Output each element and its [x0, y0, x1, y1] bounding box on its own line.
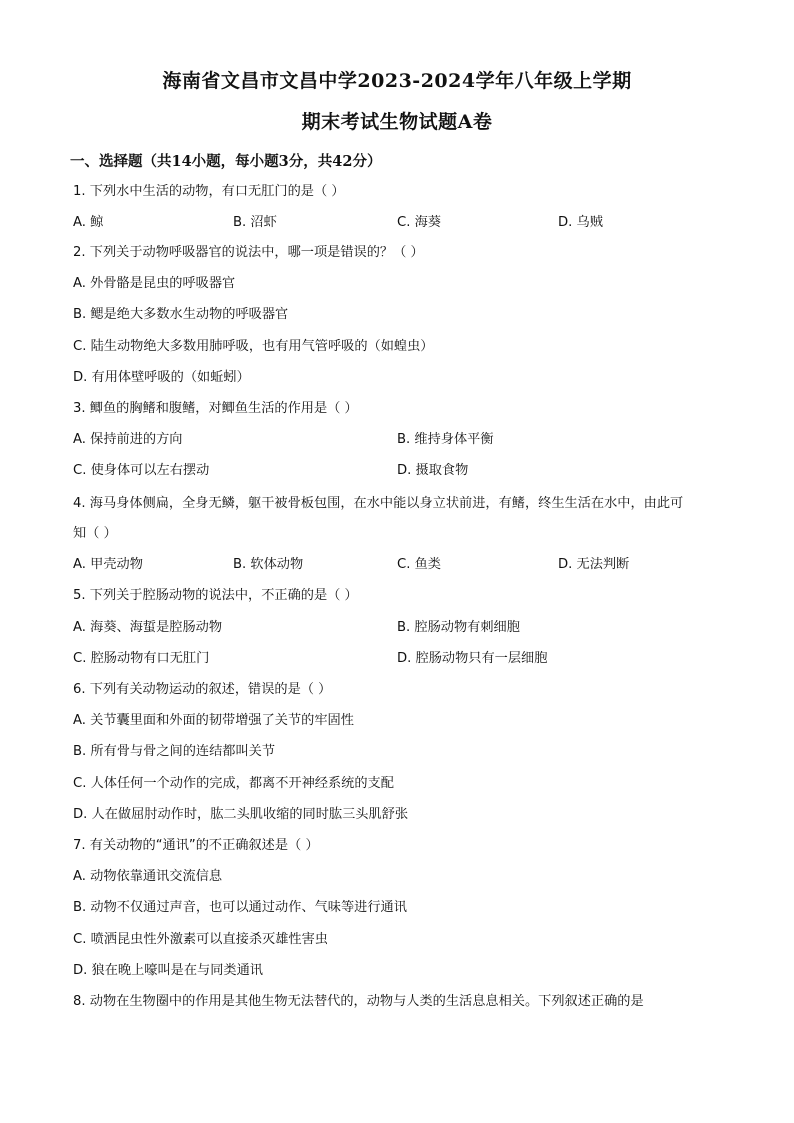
question-4-option-d: D. 无法判断	[558, 557, 630, 572]
exam-title-line2: 期末考试生物试题A卷	[301, 111, 493, 133]
question-3-option-b: B. 维持身体平衡	[397, 432, 494, 447]
question-6-option-c: C. 人体任何一个动作的完成，都离不开神经系统的支配	[73, 776, 394, 791]
question-3-stem: 3. 鲫鱼的胸鳍和腹鳍，对鲫鱼生活的作用是（ ）	[73, 401, 358, 416]
question-4-stem-line2: 知（ ）	[73, 526, 117, 541]
question-7-option-a: A. 动物依靠通讯交流信息	[73, 869, 223, 884]
question-1-option-d: D. 乌贼	[558, 215, 603, 230]
question-4-option-c: C. 鱼类	[397, 557, 441, 572]
question-2-option-d: D. 有用体壁呼吸的（如蚯蚓）	[73, 370, 250, 385]
question-6-option-a: A. 关节囊里面和外面的韧带增强了关节的牢固性	[73, 713, 354, 728]
question-1-option-b: B. 沼虾	[233, 215, 277, 230]
question-1-stem: 1. 下列水中生活的动物，有口无肛门的是（ ）	[73, 184, 345, 199]
exam-title-line1: 海南省文昌市文昌中学2023-2024学年八年级上学期	[162, 70, 632, 92]
question-5-option-c: C. 腔肠动物有口无肛门	[73, 651, 210, 666]
question-4-option-a: A. 甲壳动物	[73, 557, 143, 572]
question-5-option-a: A. 海葵、海蜇是腔肠动物	[73, 620, 223, 635]
question-7-option-b: B. 动物不仅通过声音，也可以通过动作、气味等进行通讯	[73, 900, 407, 915]
question-3-option-c: C. 使身体可以左右摆动	[73, 463, 210, 478]
question-6-option-d: D. 人在做屈肘动作时，肱二头肌收缩的同时肱三头肌舒张	[73, 807, 409, 822]
question-5-option-b: B. 腔肠动物有刺细胞	[397, 620, 520, 635]
question-1-option-c: C. 海葵	[397, 215, 441, 230]
section-heading: 一、选择题（共14小题，每小题3分，共42分）	[70, 153, 382, 170]
question-7-option-c: C. 喷洒昆虫性外激素可以直接杀灭雄性害虫	[73, 932, 328, 947]
question-7-stem: 7. 有关动物的“通讯”的不正确叙述是（ ）	[73, 838, 319, 853]
question-7-option-d: D. 狼在晚上嚎叫是在与同类通讯	[73, 963, 263, 978]
question-1-option-a: A. 鲸	[73, 215, 104, 230]
question-5-stem: 5. 下列关于腔肠动物的说法中，不正确的是（ ）	[73, 588, 358, 603]
question-2-option-c: C. 陆生动物绝大多数用肺呼吸，也有用气管呼吸的（如蝗虫）	[73, 339, 434, 354]
question-2-stem: 2. 下列关于动物呼吸器官的说法中，哪一项是错误的？（ ）	[73, 245, 424, 260]
question-3-option-a: A. 保持前进的方向	[73, 432, 183, 447]
question-8-stem: 8. 动物在生物圈中的作用是其他生物无法替代的，动物与人类的生活息息相关。下列叙述正确的是	[73, 994, 644, 1009]
question-2-option-a: A. 外骨骼是昆虫的呼吸器官	[73, 276, 236, 291]
question-6-stem: 6. 下列有关动物运动的叙述，错误的是（ ）	[73, 682, 332, 697]
question-2-option-b: B. 鳃是绝大多数水生动物的呼吸器官	[73, 307, 289, 322]
question-4-stem-line1: 4. 海马身体侧扁，全身无鳞，躯干被骨板包围，在水中能以身立状前进，有鳍，终生生活在水中，由此可	[73, 496, 684, 511]
question-4-option-b: B. 软体动物	[233, 557, 304, 572]
question-5-option-d: D. 腔肠动物只有一层细胞	[397, 651, 548, 666]
question-6-option-b: B. 所有骨与骨之间的连结都叫关节	[73, 744, 276, 759]
question-3-option-d: D. 摄取食物	[397, 463, 469, 478]
